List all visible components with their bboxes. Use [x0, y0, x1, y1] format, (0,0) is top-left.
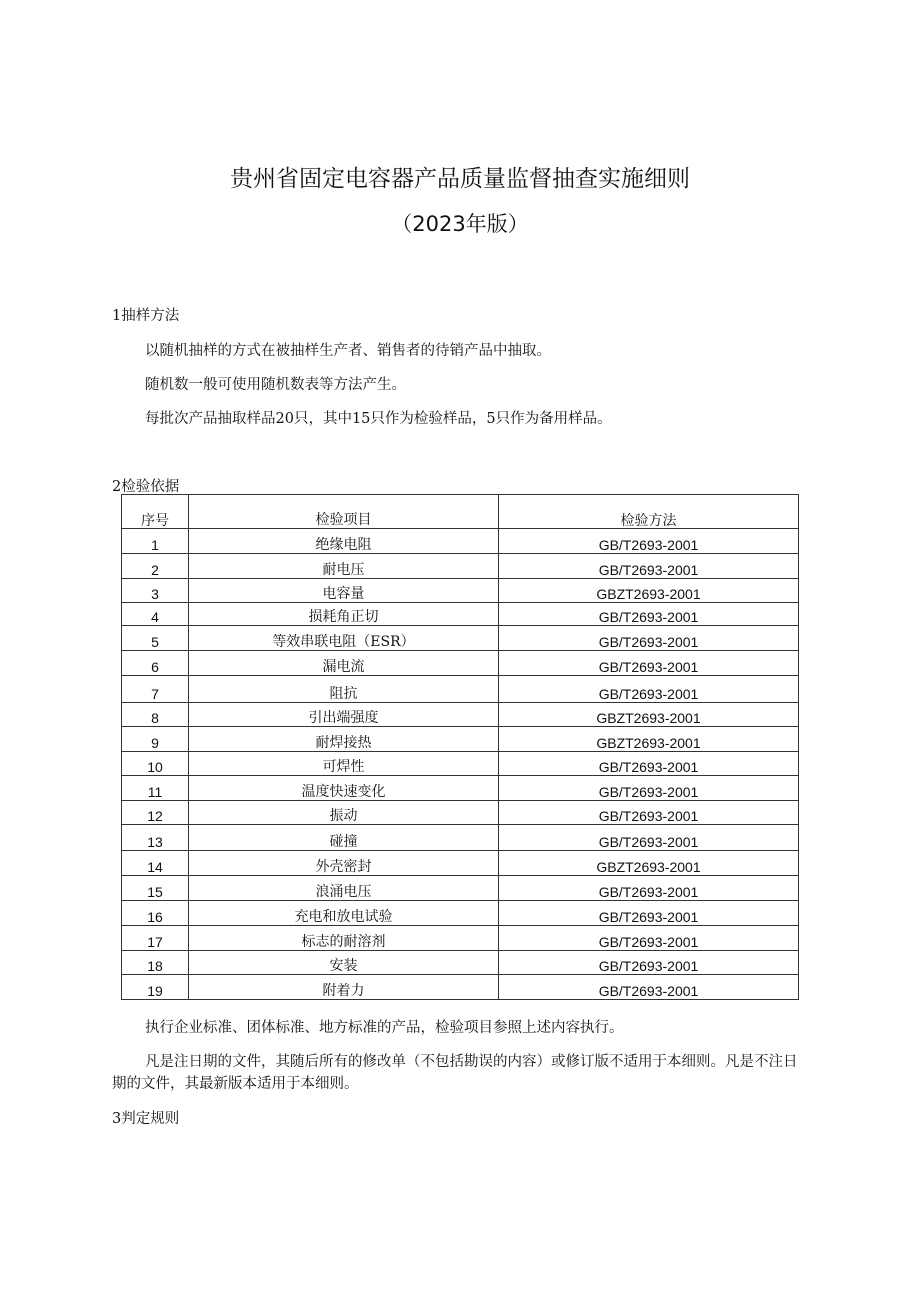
header-index: 序号 [122, 495, 189, 529]
cell-method: GBZT2693-2001 [499, 579, 799, 603]
header-method: 检验方法 [499, 495, 799, 529]
cell-method: GB/T2693-2001 [499, 626, 799, 651]
cell-index: 19 [122, 975, 189, 1000]
table-row [122, 626, 799, 651]
cell-item: 损耗角正切 [189, 603, 499, 626]
header-item: 检验项目 [189, 495, 499, 529]
table-row [122, 703, 799, 727]
cell-method: GB/T2693-2001 [499, 801, 799, 825]
cell-index: 4 [122, 603, 189, 626]
cell-method: GB/T2693-2001 [499, 603, 799, 626]
cell-method: GB/T2693-2001 [499, 901, 799, 926]
cell-item: 浪涌电压 [189, 876, 499, 901]
table-header-row [122, 495, 799, 529]
cell-method: GB/T2693-2001 [499, 926, 799, 951]
table-row [122, 727, 799, 752]
cell-item: 耐焊接热 [189, 727, 499, 752]
document-subtitle: （2023年版） [391, 212, 529, 236]
cell-method: GBZT2693-2001 [499, 703, 799, 727]
cell-method: GB/T2693-2001 [499, 876, 799, 901]
table-row [122, 876, 799, 901]
table-row [122, 801, 799, 825]
cell-index: 9 [122, 727, 189, 752]
cell-index: 7 [122, 676, 189, 703]
cell-item: 可焊性 [189, 752, 499, 776]
cell-index: 6 [122, 651, 189, 676]
cell-item: 充电和放电试验 [189, 901, 499, 926]
cell-index: 18 [122, 951, 189, 975]
cell-item: 碰撞 [189, 825, 499, 851]
section-1-heading: 1抽样方法 [112, 308, 180, 324]
section-2-note-2: 凡是注日期的文件，其随后所有的修改单（不包括勘误的内容）或修订版不适用于本细则。凡是不注日期的文件，其最新版本适用于本细则。 [112, 1054, 798, 1092]
cell-item: 阻抗 [189, 676, 499, 703]
cell-index: 17 [122, 926, 189, 951]
cell-method: GB/T2693-2001 [499, 975, 799, 1000]
cell-item: 安装 [189, 951, 499, 975]
cell-item: 漏电流 [189, 651, 499, 676]
cell-item: 温度快速变化 [189, 776, 499, 801]
cell-method: GBZT2693-2001 [499, 727, 799, 752]
cell-index: 5 [122, 626, 189, 651]
cell-item: 耐电压 [189, 554, 499, 579]
cell-index: 14 [122, 851, 189, 876]
cell-item: 附着力 [189, 975, 499, 1000]
cell-item: 绝缘电阻 [189, 529, 499, 554]
document-title: 贵州省固定电容器产品质量监督抽查实施细则 [230, 166, 690, 192]
cell-index: 3 [122, 579, 189, 603]
cell-item: 振动 [189, 801, 499, 825]
table-row [122, 529, 799, 554]
table-row [122, 926, 799, 951]
cell-index: 15 [122, 876, 189, 901]
cell-method: GB/T2693-2001 [499, 651, 799, 676]
cell-index: 1 [122, 529, 189, 554]
table-row [122, 975, 799, 1000]
cell-method: GB/T2693-2001 [499, 825, 799, 851]
cell-item: 标志的耐溶剂 [189, 926, 499, 951]
cell-index: 2 [122, 554, 189, 579]
section-1-paragraph-1: 以随机抽样的方式在被抽样生产者、销售者的待销产品中抽取。 [145, 343, 551, 359]
section-1-paragraph-2: 随机数一般可使用随机数表等方法产生。 [145, 377, 406, 393]
cell-item: 外壳密封 [189, 851, 499, 876]
cell-index: 8 [122, 703, 189, 727]
cell-index: 10 [122, 752, 189, 776]
section-2-note-1: 执行企业标准、团体标准、地方标准的产品，检验项目参照上述内容执行。 [145, 1020, 624, 1036]
table-row [122, 752, 799, 776]
table-row [122, 603, 799, 626]
cell-item: 等效串联电阻（ESR） [189, 626, 499, 651]
table-row [122, 554, 799, 579]
cell-method: GB/T2693-2001 [499, 676, 799, 703]
table-row [122, 951, 799, 975]
table-row [122, 901, 799, 926]
section-1-paragraph-3: 每批次产品抽取样品20只，其中15只作为检验样品，5只作为备用样品。 [145, 411, 612, 427]
section-3-heading: 3判定规则 [112, 1111, 180, 1127]
cell-index: 16 [122, 901, 189, 926]
cell-method: GBZT2693-2001 [499, 851, 799, 876]
inspection-table [121, 494, 799, 1000]
cell-method: GB/T2693-2001 [499, 752, 799, 776]
cell-method: GB/T2693-2001 [499, 776, 799, 801]
cell-index: 13 [122, 825, 189, 851]
table-row [122, 851, 799, 876]
section-2-heading: 2检验依据 [112, 479, 180, 495]
cell-method: GB/T2693-2001 [499, 554, 799, 579]
table-row [122, 651, 799, 676]
table-row [122, 825, 799, 851]
cell-item: 电容量 [189, 579, 499, 603]
cell-index: 12 [122, 801, 189, 825]
cell-item: 引出端强度 [189, 703, 499, 727]
table-row [122, 579, 799, 603]
cell-index: 11 [122, 776, 189, 801]
cell-method: GB/T2693-2001 [499, 951, 799, 975]
table-row [122, 676, 799, 703]
table-row [122, 776, 799, 801]
cell-method: GB/T2693-2001 [499, 529, 799, 554]
